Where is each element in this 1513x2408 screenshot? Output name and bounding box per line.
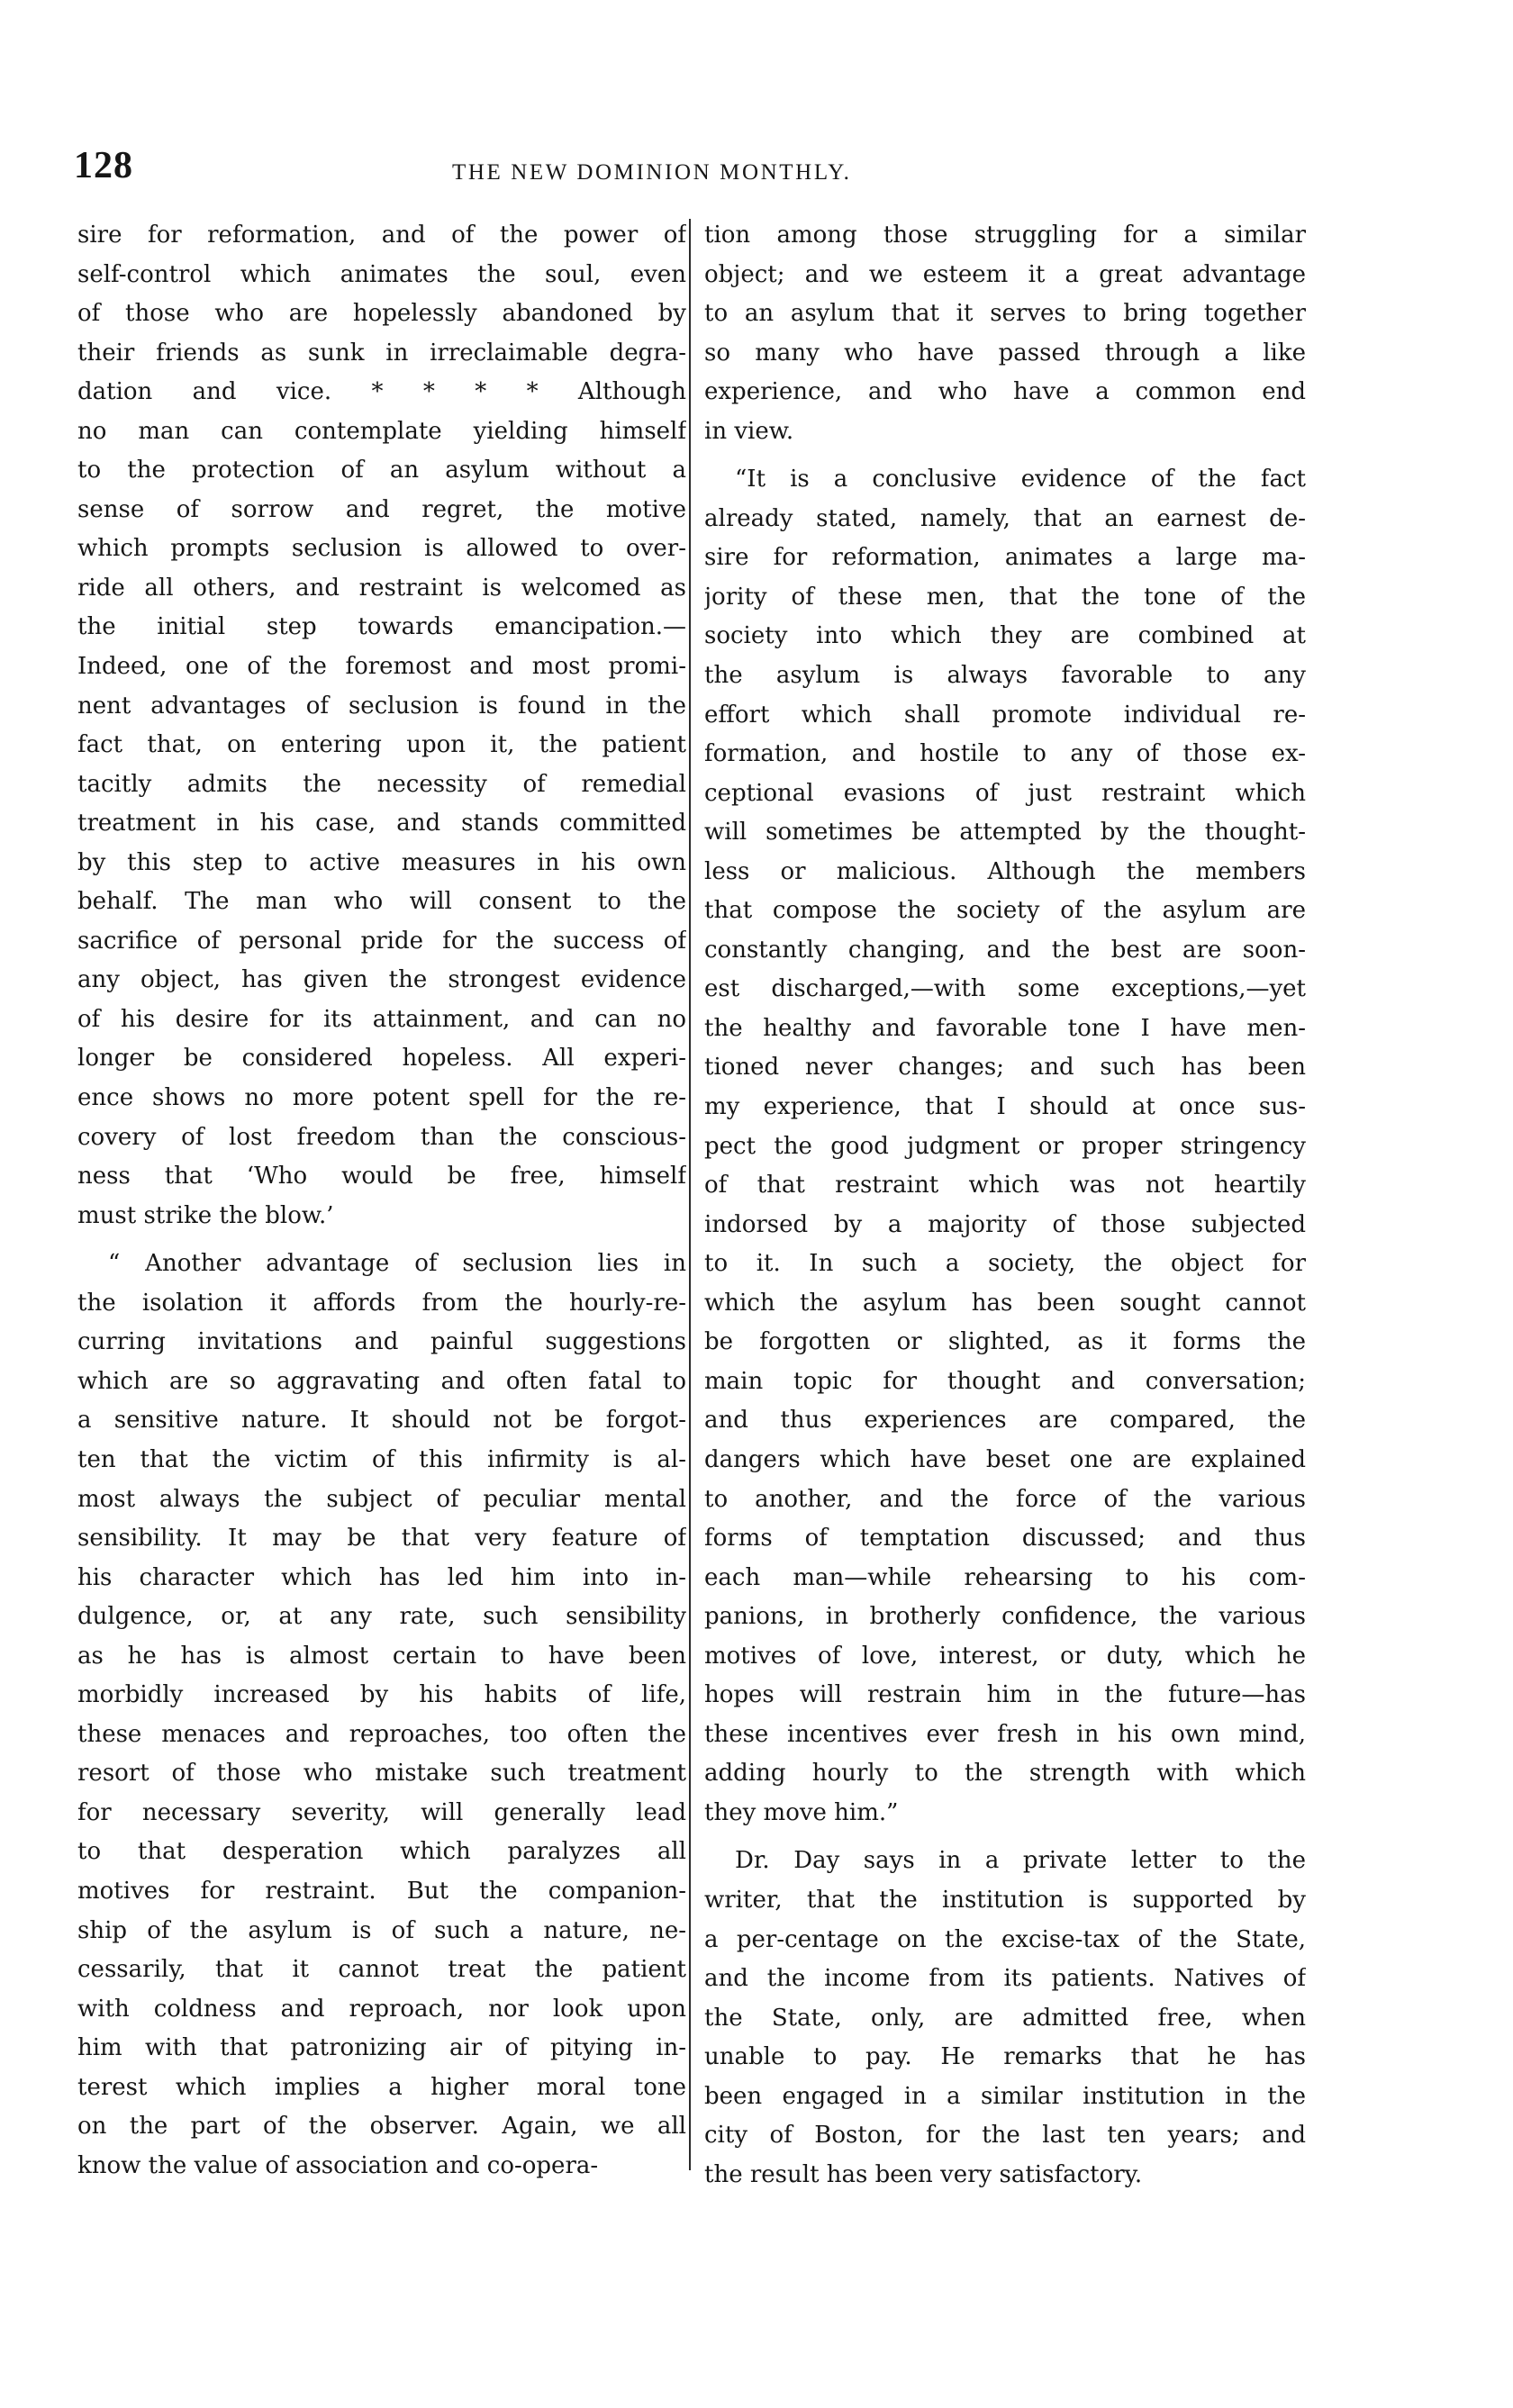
text-line: adding hourly to the strength with which [704,1760,1306,1788]
text-line: morbidly increased by his habits of life, [77,1681,686,1709]
text-line: any object, has given the strongest evidence [77,966,686,994]
text-line: sire for reformation, and of the power of [77,222,686,249]
text-line: these menaces and reproaches, too often the [77,1720,686,1748]
paragraph-gap [704,451,1306,460]
text-line: a sensitive nature. It should not be forgot- [77,1407,686,1435]
text-line: dangers which have beset one are explained [704,1445,1306,1473]
text-line: that compose the society of the asylum are [704,897,1306,925]
text-line: the asylum is always favorable to any [704,662,1306,690]
text-line: longer be considered hopeless. All experi- [77,1045,686,1073]
text-line: forms of temptation discussed; and thus [704,1525,1306,1553]
text-line: nent advantages of seclusion is found in the [77,692,686,720]
text-line: treatment in his case, and stands committed [77,810,686,837]
text-line: Indeed, one of the foremost and most promi- [77,653,686,681]
text-line: him with that patronizing air of pitying in- [77,2034,686,2062]
text-line: and thus experiences are compared, the [704,1407,1306,1435]
text-line: sacrifice of personal pride for the success of [77,927,686,955]
text-line: less or malicious. Although the members [704,857,1306,885]
text-line: tacitly admits the necessity of remedial [77,770,686,798]
running-head: THE NEW DOMINION MONTHLY. [452,160,852,185]
text-line: the isolation it affords from the hourly-re- [77,1289,686,1317]
text-line: these incentives ever fresh in his own mind, [704,1720,1306,1748]
text-line: will sometimes be attempted by the thought- [704,819,1306,846]
text-line: of his desire for its attainment, and can no [77,1005,686,1033]
text-line: their friends as sunk in irreclaimable degra- [77,339,686,367]
text-line: tioned never changes; and such has been [704,1054,1306,1082]
text-line: hopes will restrain him in the future—has [704,1681,1306,1709]
text-line: ceptional evasions of just restraint which [704,779,1306,807]
text-line: behalf. The man who will consent to the [77,888,686,916]
text-line: for necessary severity, will generally lead [77,1798,686,1826]
text-line: ness that ‘Who would be free, himself [77,1163,686,1190]
text-line: they move him.” [704,1798,899,1826]
text-line: curring invitations and painful suggestions [77,1328,686,1356]
text-line: fact that, on entering upon it, the patient [77,731,686,759]
text-line: constantly changing, and the best are soon- [704,936,1306,964]
text-line: unable to pay. He remarks that he has [704,2043,1306,2071]
text-line: ence shows no more potent spell for the re- [77,1084,686,1112]
page-header [74,144,1290,198]
text-line: main topic for thought and conversation; [704,1367,1306,1395]
text-line: must strike the blow.’ [77,1201,334,1229]
text-line: no man can contemplate yielding himself [77,417,686,445]
text-line: as he has is almost certain to have been [77,1642,686,1670]
text-line: pect the good judgment or proper stringency [704,1132,1306,1160]
column-divider [689,219,691,2170]
text-line: on the part of the observer. Again, we all [77,2113,686,2141]
text-line: formation, and hostile to any of those ex- [704,740,1306,768]
text-line: to an asylum that it serves to bring together [704,300,1306,328]
right-column [704,216,1306,2195]
text-line: Dr. Day says in a private letter to the [735,1847,1306,1875]
text-line: by this step to active measures in his own [77,848,686,876]
text-line: terest which implies a higher moral tone [77,2073,686,2101]
text-line: to the protection of an asylum without a [77,457,686,484]
text-line: which the asylum has been sought cannot [704,1289,1306,1317]
text-line: sire for reformation, animates a large ma- [704,544,1306,572]
text-line: jority of these men, that the tone of the [704,583,1306,611]
text-line: the State, only, are admitted free, when [704,2004,1306,2032]
text-line: been engaged in a similar institution in the [704,2082,1306,2110]
text-line: covery of lost freedom than the conscious- [77,1123,686,1151]
text-line: the initial step towards emancipation.— [77,613,686,641]
text-line: each man—while rehearsing to his com- [704,1563,1306,1591]
text-line: with coldness and reproach, nor look upon [77,1995,686,2023]
page-number: 128 [74,145,133,186]
text-line: “It is a conclusive evidence of the fact [735,466,1306,493]
text-line: to another, and the force of the various [704,1485,1306,1513]
text-line: so many who have passed through a like [704,339,1306,367]
text-line: object; and we esteem it a great advantage [704,260,1306,288]
text-line: be forgotten or slighted, as it forms the [704,1328,1306,1356]
text-line: society into which they are combined at [704,622,1306,650]
paragraph-gap [77,1236,686,1245]
text-line: tion among those struggling for a similar [704,222,1306,249]
text-line: dulgence, or, at any rate, such sensibility [77,1603,686,1631]
text-line: est discharged,—with some exceptions,—yet [704,975,1306,1003]
text-line: “ Another advantage of seclusion lies in [108,1250,686,1278]
text-line: dation and vice. * * * * Although [77,378,686,406]
text-line: ship of the asylum is of such a nature, ne- [77,1916,686,1944]
text-line: which prompts seclusion is allowed to over- [77,535,686,563]
text-line: sensibility. It may be that very feature of [77,1525,686,1553]
text-line: to that desperation which paralyzes all [77,1838,686,1866]
text-line: most always the subject of peculiar mental [77,1485,686,1513]
text-line: of those who are hopelessly abandoned by [77,300,686,328]
text-line: ride all others, and restraint is welcomed as [77,574,686,602]
text-line: a per-centage on the excise-tax of the State, [704,1925,1306,1953]
text-line: the healthy and favorable tone I have men- [704,1014,1306,1042]
text-line: to it. In such a society, the object for [704,1250,1306,1278]
text-line: city of Boston, for the last ten years; and [704,2122,1306,2150]
text-line: know the value of association and co-opera- [77,2151,599,2179]
text-line: cessarily, that it cannot treat the patient [77,1956,686,1984]
text-line: of that restraint which was not heartily [704,1172,1306,1199]
text-line: in view. [704,417,794,445]
text-line: already stated, namely, that an earnest de- [704,504,1306,532]
text-line: writer, that the institution is supported by [704,1886,1306,1914]
text-line: his character which has led him into in- [77,1563,686,1591]
text-line: motives for restraint. But the companion- [77,1877,686,1905]
text-line: panions, in brotherly confidence, the various [704,1603,1306,1631]
text-line: sense of sorrow and regret, the motive [77,495,686,523]
text-line: my experience, that I should at once sus- [704,1093,1306,1121]
text-line: ten that the victim of this infirmity is al- [77,1445,686,1473]
text-line: effort which shall promote individual re- [704,701,1306,729]
text-line: which are so aggravating and often fatal to [77,1367,686,1395]
paragraph-gap [704,1833,1306,1842]
left-column [77,216,686,2186]
text-line: self-control which animates the soul, even [77,260,686,288]
text-line: resort of those who mistake such treatment [77,1760,686,1788]
text-line: and the income from its patients. Natives of [704,1965,1306,1993]
text-line: motives of love, interest, or duty, which he [704,1642,1306,1670]
text-line: indorsed by a majority of those subjected [704,1210,1306,1238]
text-line: experience, and who have a common end [704,378,1306,406]
text-line: the result has been very satisfactory. [704,2160,1143,2188]
